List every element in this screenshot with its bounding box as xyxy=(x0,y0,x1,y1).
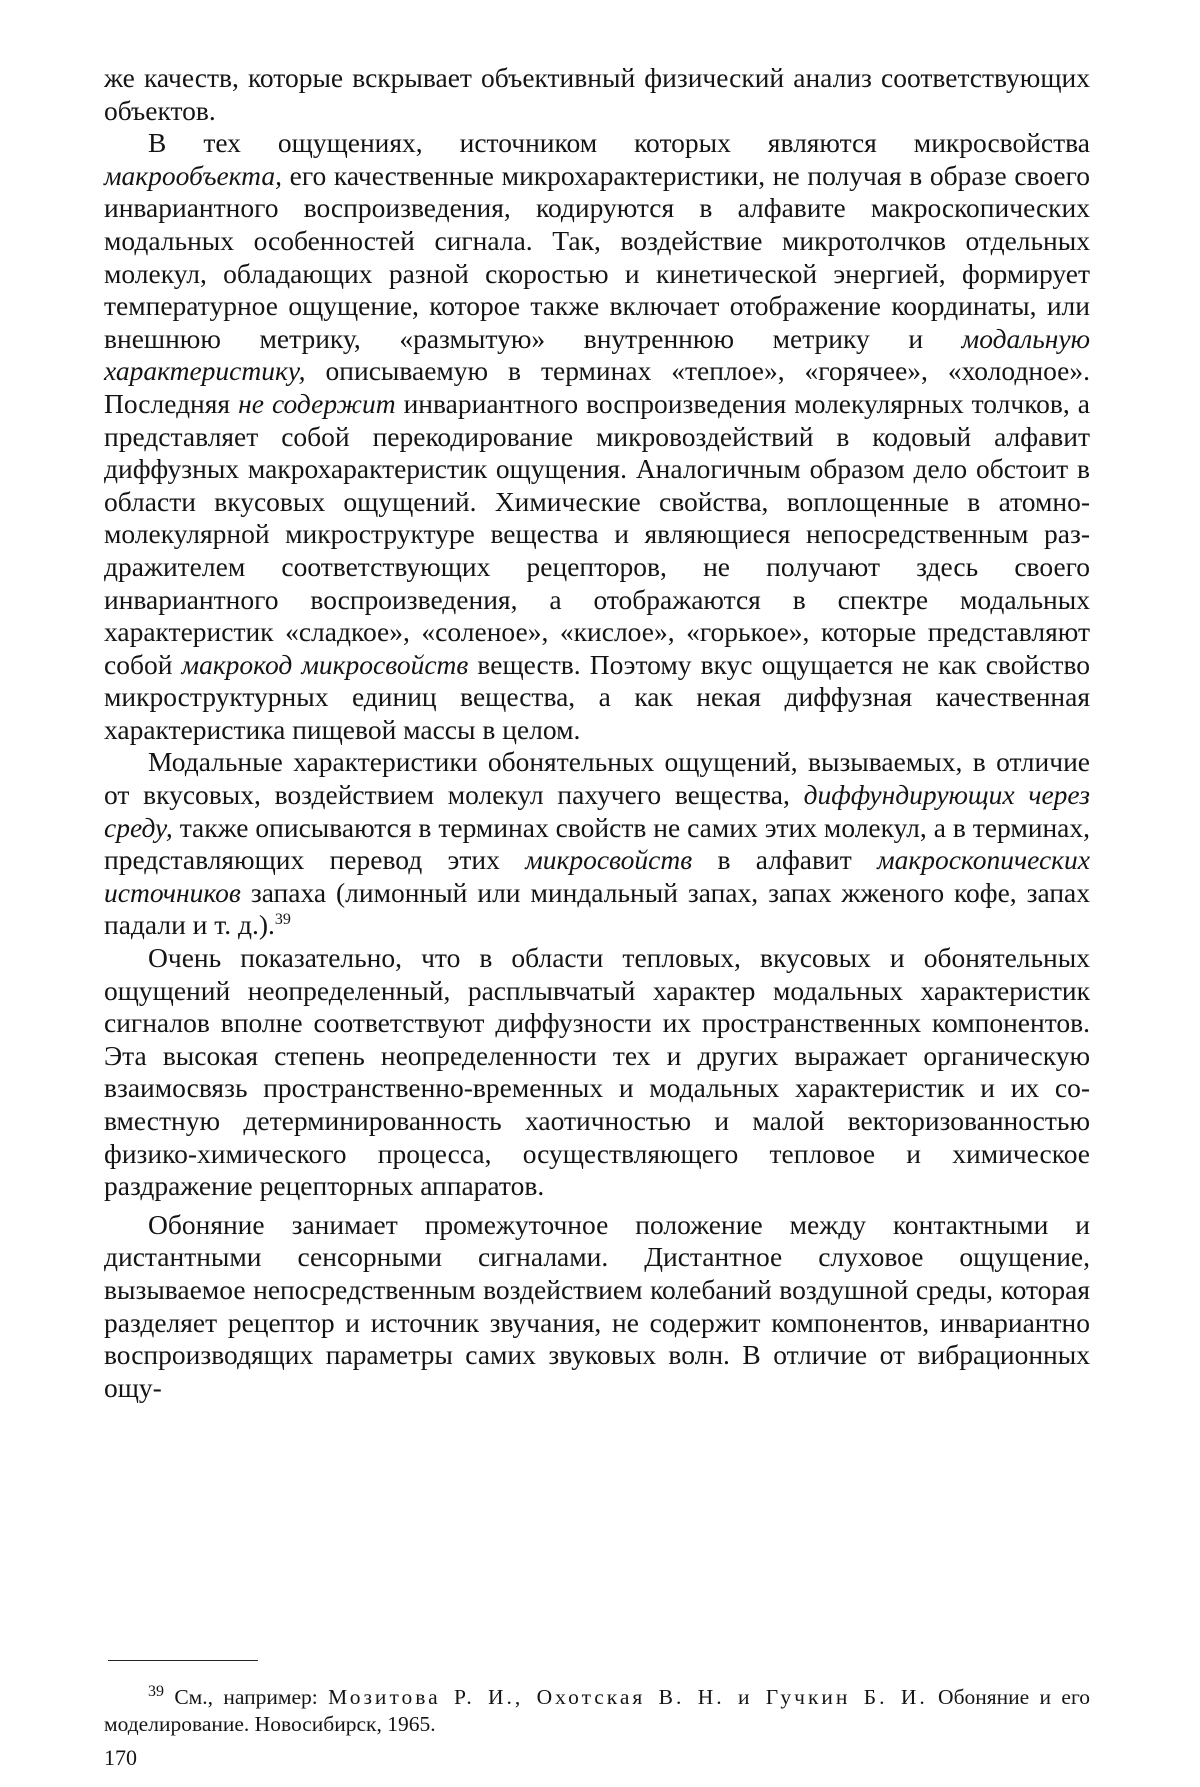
paragraph-smell-hearing: Обоняние занимает промежуточное положение между контактными и дистантными сенсорными сигналами. Дистантное слуховое ощущение, вызываемое непосредственным воздействием колебаний воздушной среды, которая разделяет рецептор и источник звучания, не содержит компонентов, инвариантно воспроизводящих параметры самих звуковых волн. В отличие от вибрационных ощу- xyxy=(104,1208,1090,1403)
italic-run: микросвойств xyxy=(525,844,693,876)
italic-run: диффундирующих через среду, xyxy=(104,779,1091,843)
text-run: инвариантного воспроизведения молекулярных толчков, а представляет собой перекодирование микровоздействий в кодовый алфавит диффузных макрохарактеристик ощущения. Аналогичным образом дело обстоит в области вкусовых ощущений. Химические свойства, воплощенные в атомно-молекулярной микроструктуре вещества и являющиеся непосредственным раздражителем соответствующих рецепторов, не получают здесь своего инвариантного воспроизведения, а отображаются в спектре модальных характеристик «сладкое», «соленое», «кислое», «горькое», которые представляют собой xyxy=(104,387,1090,680)
text-run: запаха (лимонный или миндальный запах, запах жженого кофе, запах падали и т. д.). xyxy=(104,876,1090,941)
paragraph-olfactory xyxy=(104,746,1090,942)
italic-run: макрообъекта, xyxy=(104,159,282,191)
paragraph-diffuseness: Очень показательно, что в области тепловых, вкусовых и обонятельных ощущений неопределенный, расплывчатый характер модальных характеристик сигналов вполне соответствуют диффузности их пространственных компонентов. Эта высокая степень неопределенности тех и других выражает органическую взаимосвязь пространственно-временных и модальных характеристик и их совместную детерминированность хаотичностью и малой векторизованностью физико-химического процесса, осуществляющего тепловое и химическое раздражение рецепторных аппаратов. xyxy=(104,942,1090,1202)
text-run: в алфавит xyxy=(692,844,878,876)
page-number: 170 xyxy=(104,1745,137,1770)
page-body xyxy=(104,62,1090,1404)
italic-run: макроскопических источников xyxy=(104,844,1090,908)
paragraph-continuation: же качеств, которые вскрывает объективный физический анализ соответствующих объектов. xyxy=(104,62,1090,126)
text-run: описываемую в терминах «теплое», «горячее», «холодное». Последняя xyxy=(104,355,1090,419)
italic-run: модальную характеристику, xyxy=(104,322,1090,387)
text-run: веществ. Поэтому вкус ощущается не как свойство микроструктурных единиц вещества, а как некая диффузная качественная характеристика пищевой массы в целом. xyxy=(104,648,1090,745)
footnote-divider xyxy=(108,1660,258,1661)
footnote-number: 39 xyxy=(148,1682,164,1700)
text-run: также описываются в терминах свойств не самих этих молекул, а в терминах, представляющих перевод этих xyxy=(104,811,1090,876)
paragraph-temperature-taste xyxy=(104,127,1090,746)
italic-run: макрокод микросвойств xyxy=(181,648,469,680)
footnote-source: Обоняние и его моделирование. Новосибирск, 1965. xyxy=(104,1685,1090,1736)
footnote-authors: Мозитова Р. И., Охотская В. Н. и Гучкин Б. И. xyxy=(328,1685,928,1709)
footnote-39 xyxy=(104,1684,1090,1738)
italic-run: не содержит xyxy=(238,387,396,419)
text-run: Модальные характеристики обонятельных ощущений, вызываемых, в отличие от вкусовых, воздействием молекул пахучего вещества, xyxy=(104,746,1090,811)
text-run: его качественные микрохарактеристики, не получая в образе своего инвариантного воспроизведения, кодируются в алфавите макроскопических модальных особенностей сигнала. Так, воздействие микротолчков отдельных молекул, обладающих разной скоростью и кинетической энергией, формирует температурное ощущение, которое также включает отображение координаты, или внешнюю метрику, «размытую» внутреннюю метрику и xyxy=(104,159,1090,354)
text-run: В тех ощущениях, источником которых являются микросвойства xyxy=(148,127,1090,159)
footnote-reference[interactable]: 39 xyxy=(274,911,291,929)
footnote-lead: См., например: xyxy=(164,1685,329,1709)
